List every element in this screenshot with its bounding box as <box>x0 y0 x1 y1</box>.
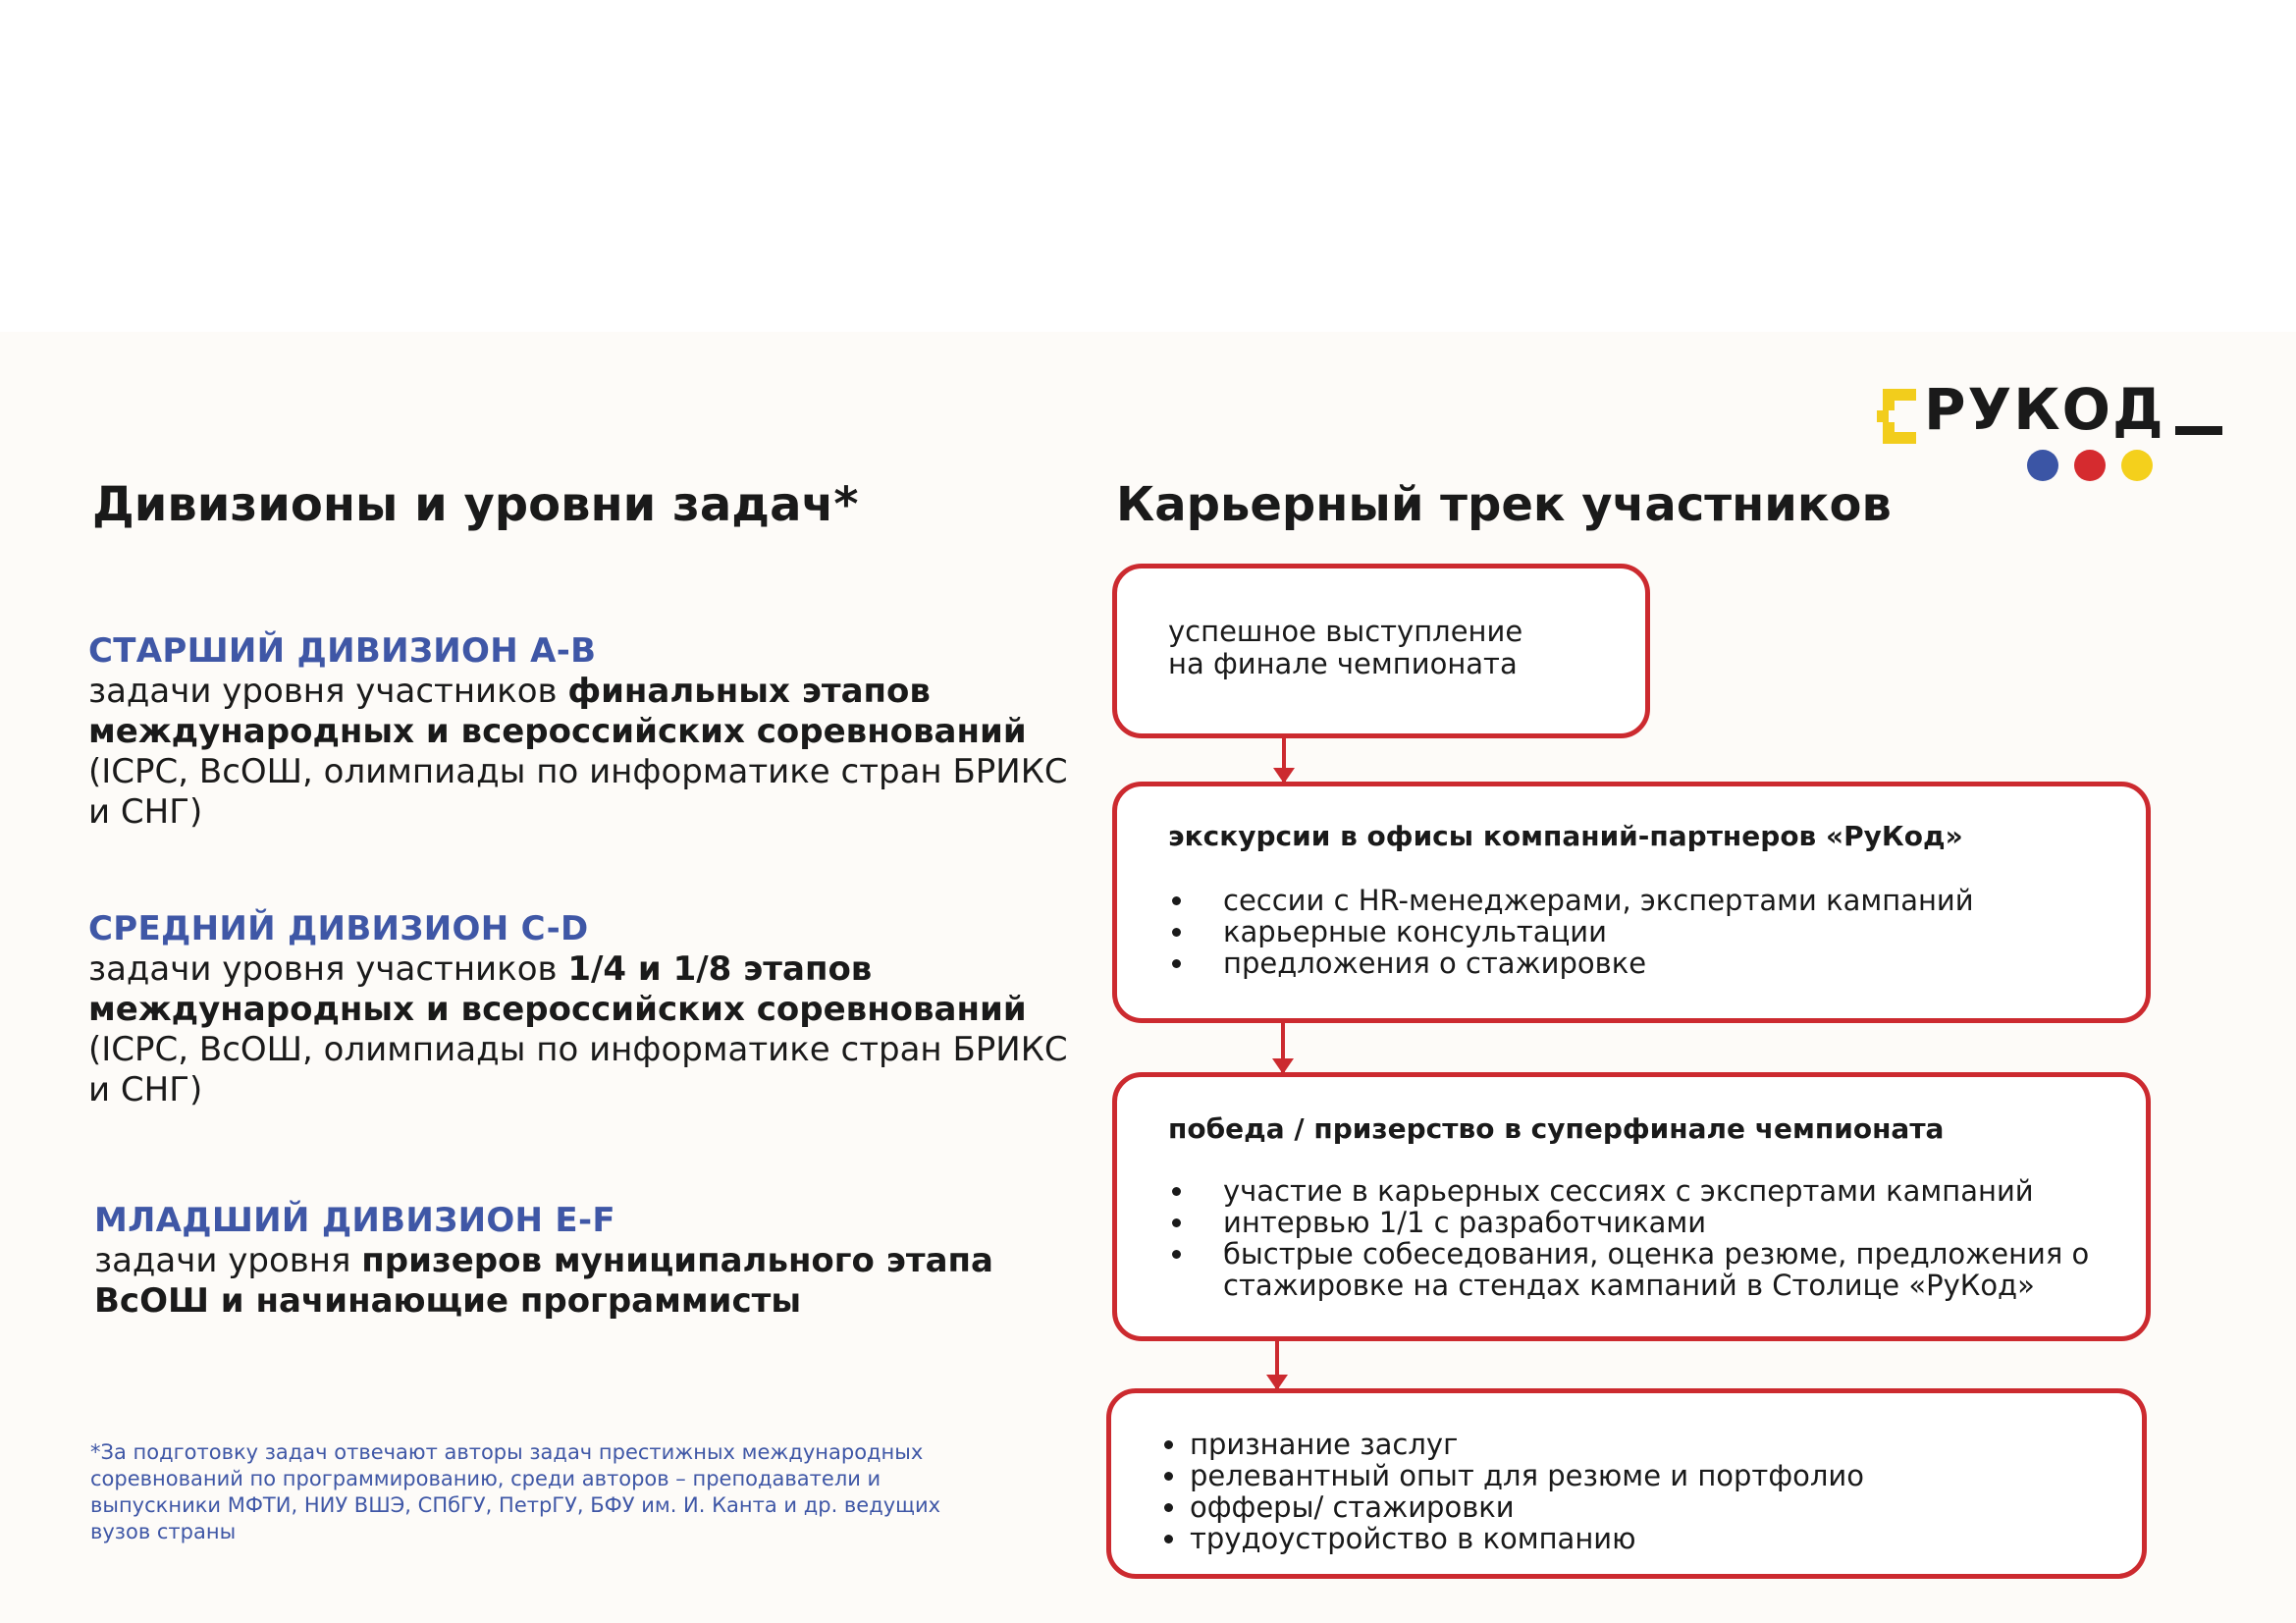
divisions-heading: Дивизионы и уровни задач* <box>92 477 859 532</box>
bracket-icon <box>1877 389 1916 444</box>
footnote: *За подготовку задач отвечают авторы задач престижных международных соревнований по программированию, среди авторов – преподаватели и выпускники МФТИ, НИУ ВШЭ, СПбГУ, ПетрГУ, БФУ им. И. Канта и др. ведущих вузов страны <box>90 1440 941 1543</box>
arrow-down-icon <box>1282 738 1286 782</box>
division-description: задачи уровня участников 1/4 и 1/8 этапов международных и всероссийских соревнований (ICPC, ВсОШ, олимпиады по информатике стран БРИКС и СНГ) <box>88 949 1068 1109</box>
list-item: признание заслуг <box>1162 1429 1864 1460</box>
list-item: быстрые собеседования, оценка резюме, предложения о <box>1168 1238 2089 1270</box>
step-title: победа / призерство в суперфинале чемпионата <box>1168 1112 1945 1145</box>
list-item: трудоустройство в компанию <box>1162 1523 1864 1554</box>
career-step-final <box>1112 564 1650 738</box>
career-step-outcomes <box>1106 1388 2147 1579</box>
division-description: задачи уровня призеров муниципального этапа ВсОШ и начинающие программисты <box>94 1241 993 1321</box>
career-heading: Карьерный трек участников <box>1116 477 1892 532</box>
outcome-list <box>1162 1429 1864 1554</box>
step-title: экскурсии в офисы компаний-партнеров «РуКод» <box>1168 820 1963 852</box>
division-description: задачи уровня участников финальных этапов международных и всероссийских соревнований (ICPC, ВсОШ, олимпиады по информатике стран БРИКС и СНГ) <box>88 672 1068 832</box>
yellow-dot-icon <box>2121 450 2153 481</box>
division-title: СРЕДНИЙ ДИВИЗИОН C-D <box>88 909 589 948</box>
division-title: МЛАДШИЙ ДИВИЗИОН E-F <box>94 1201 615 1240</box>
list-item: офферы/ стажировки <box>1162 1491 1864 1523</box>
logo-text: РУКОД <box>1924 376 2165 443</box>
red-dot-icon <box>2074 450 2106 481</box>
division-senior <box>88 630 1070 833</box>
list-item: сессии с HR-менеджерами, экспертами кампаний <box>1168 885 1974 916</box>
division-middle <box>88 908 1070 1110</box>
list-item: предложения о стажировке <box>1168 947 1974 979</box>
step-text: успешное выступление на финале чемпионата <box>1168 615 1523 680</box>
list-item: участие в карьерных сессиях с экспертами кампаний <box>1168 1175 2089 1207</box>
logo-underscore <box>2175 426 2222 435</box>
division-junior <box>94 1200 1007 1322</box>
division-title: СТАРШИЙ ДИВИЗИОН A-B <box>88 631 597 671</box>
list-item: интервью 1/1 с разработчиками <box>1168 1207 2089 1238</box>
step-list <box>1168 885 1974 979</box>
list-item: карьерные консультации <box>1168 916 1974 947</box>
blue-dot-icon <box>2027 450 2058 481</box>
rukod-logo <box>1877 376 2230 489</box>
list-item-continuation: стажировке на стендах кампаний в Столице «РуКод» <box>1223 1269 2035 1302</box>
step-list <box>1168 1175 2089 1301</box>
career-step-excursions <box>1112 782 2151 1023</box>
list-item: релевантный опыт для резюме и портфолио <box>1162 1460 1864 1491</box>
career-step-superfinal <box>1112 1072 2151 1341</box>
arrow-down-icon <box>1275 1341 1279 1388</box>
arrow-down-icon <box>1281 1023 1285 1072</box>
